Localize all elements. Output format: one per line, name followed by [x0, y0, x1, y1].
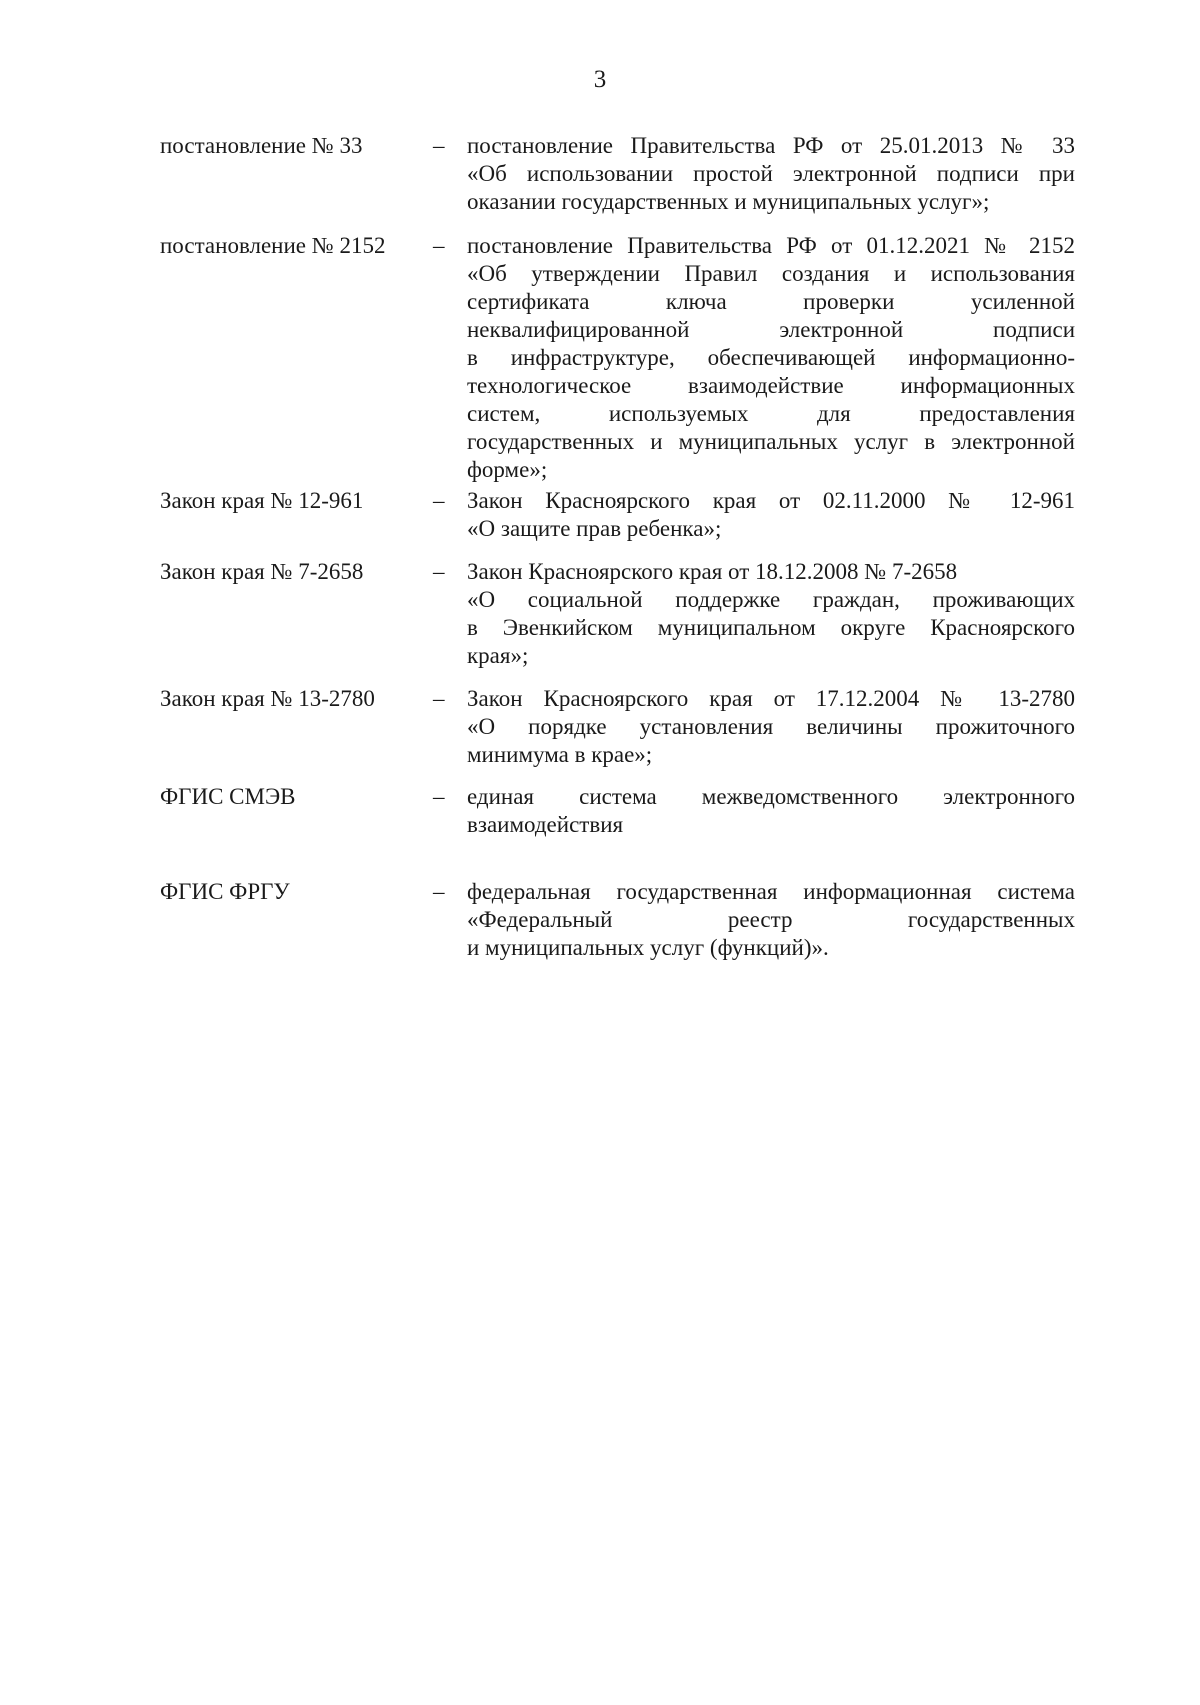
entry-definition [467, 132, 1075, 216]
definition-line: неквалифицированной электронной подписи [467, 317, 1075, 342]
definition-line: «Об использовании простой электронной подписи при [467, 161, 1075, 186]
definition-line: минимума в крае»; [467, 742, 653, 767]
definition-line: «О защите прав ребенка»; [467, 516, 722, 541]
definition-line: Закон Красноярского края от 17.12.2004 № 13-2780 [467, 686, 1075, 711]
definition-line: взаимодействия [467, 812, 624, 837]
definition-line: «О социальной поддержке граждан, проживающих [467, 587, 1075, 612]
definition-line: Закон Красноярского края от 02.11.2000 № 12-961 [467, 488, 1075, 513]
entry-dash: – [433, 233, 445, 258]
definition-line: «О порядке установления величины прожиточного [467, 714, 1075, 739]
definition-line: государственных и муниципальных услуг в электронной [467, 429, 1075, 454]
definition-line: систем, используемых для предоставления [467, 401, 1075, 426]
definition-line: в инфраструктуре, обеспечивающей информационно- [467, 345, 1075, 370]
definition-line: форме»; [467, 457, 548, 482]
entry-term: постановление № 2152 [160, 233, 386, 258]
entry-dash: – [433, 879, 445, 904]
page-number: 3 [593, 66, 607, 93]
entry-definition [467, 878, 1075, 962]
entry-dash: – [433, 784, 445, 809]
definition-line: постановление Правительства РФ от 25.01.2013 № 33 [467, 133, 1075, 158]
definition-line: оказании государственных и муниципальных услуг»; [467, 189, 990, 214]
entry-dash: – [433, 133, 445, 158]
definition-line: «Федеральный реестр государственных [467, 907, 1075, 932]
entry-term: постановление № 33 [160, 133, 363, 158]
definition-line: единая система межведомственного электронного [467, 784, 1075, 809]
definition-line: постановление Правительства РФ от 01.12.2021 № 2152 [467, 233, 1075, 258]
definition-line: края»; [467, 643, 529, 668]
definition-line: и муниципальных услуг (функций)». [467, 935, 829, 960]
definition-line: федеральная государственная информационная система [467, 879, 1075, 904]
definition-line: технологическое взаимодействие информационных [467, 373, 1075, 398]
entry-term: Закон края № 13-2780 [160, 686, 375, 711]
definition-line: «Об утверждении Правил создания и использования [467, 261, 1075, 286]
entry-term: ФГИС ФРГУ [160, 879, 290, 904]
entry-term: Закон края № 7-2658 [160, 559, 364, 584]
entry-term: Закон края № 12-961 [160, 488, 364, 513]
entry-definition [467, 232, 1075, 484]
entry-definition [467, 783, 1075, 839]
entry-dash: – [433, 559, 445, 584]
entry-definition [467, 558, 1075, 670]
entry-definition [467, 487, 1075, 543]
entry-dash: – [433, 488, 445, 513]
definition-line: в Эвенкийском муниципальном округе Красноярского [467, 615, 1075, 640]
definition-line: Закон Красноярского края от 18.12.2008 № 7-2658 [467, 559, 958, 584]
entry-definition [467, 685, 1075, 769]
definition-line: сертификата ключа проверки усиленной [467, 289, 1075, 314]
entry-dash: – [433, 686, 445, 711]
entry-term: ФГИС СМЭВ [160, 784, 296, 809]
